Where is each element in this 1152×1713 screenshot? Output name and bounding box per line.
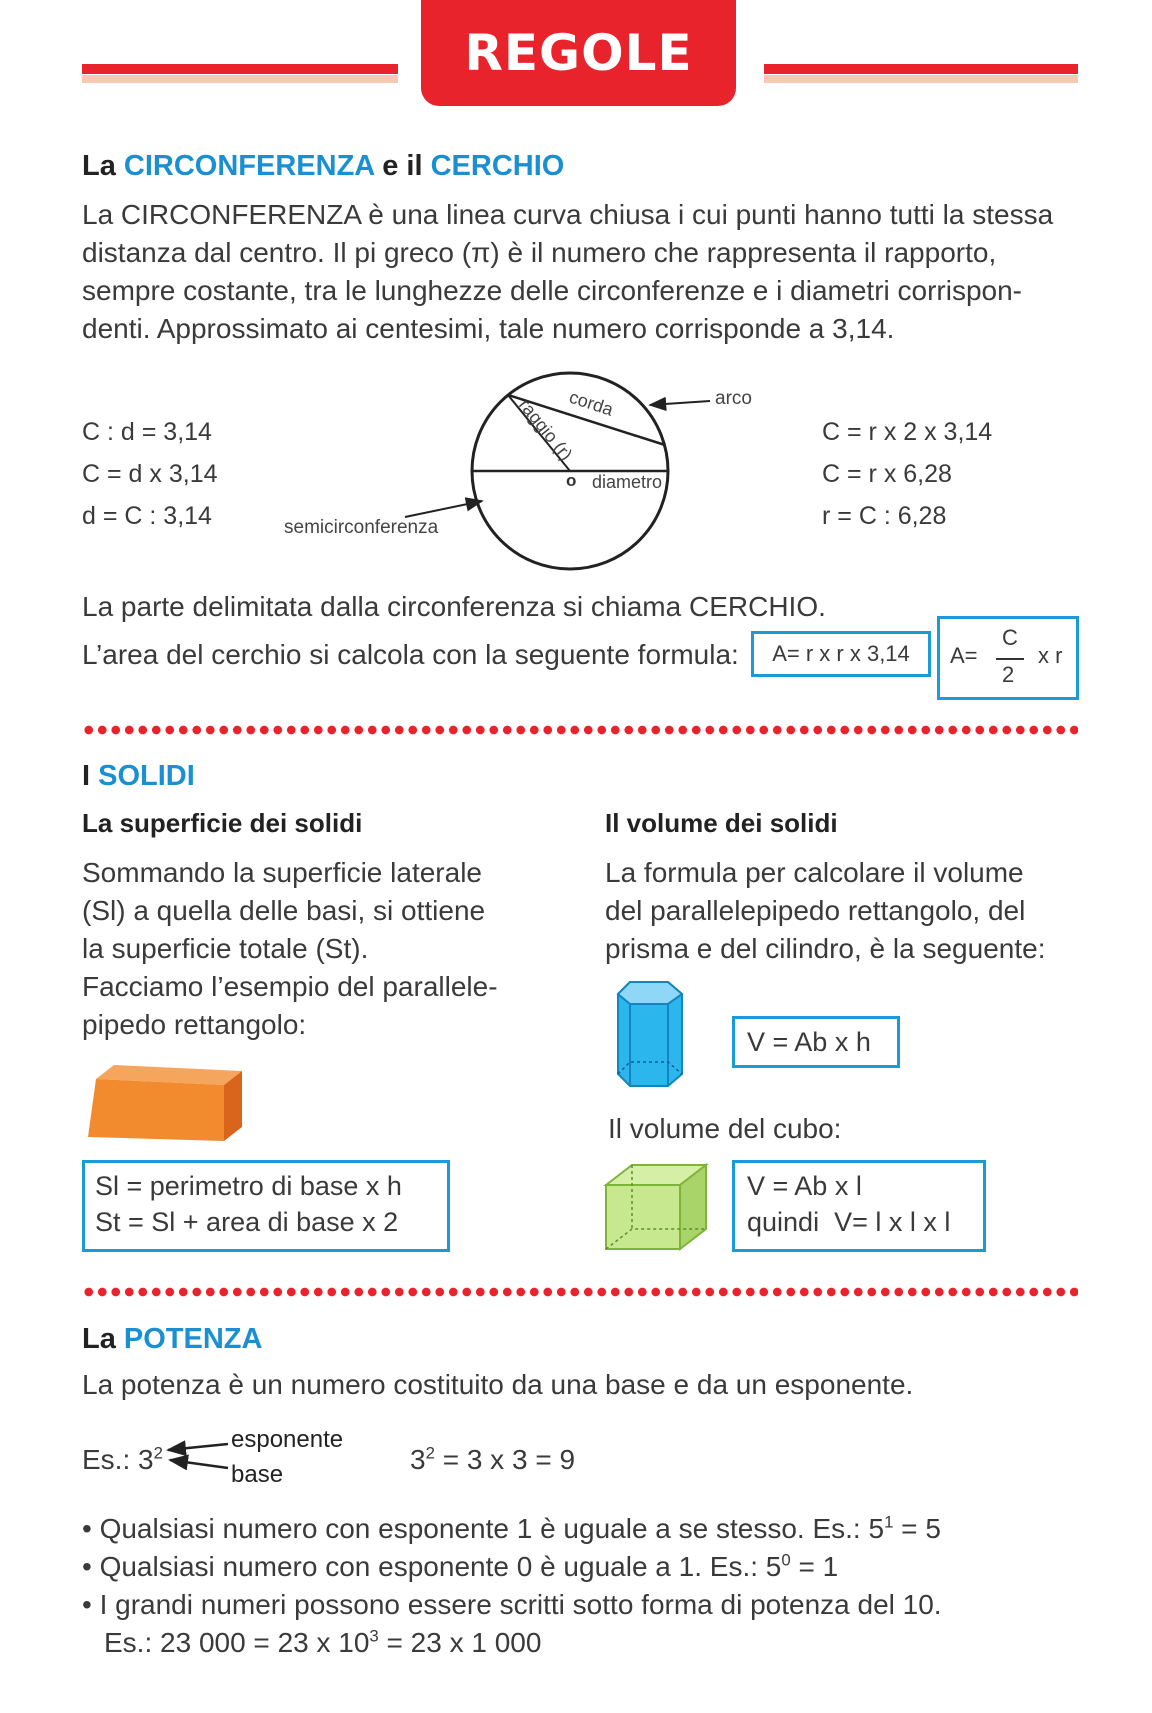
label-centro: o [566, 471, 577, 490]
fraction-bar [996, 658, 1024, 660]
area-formula-1: A= r x r x 3,14 [772, 641, 910, 666]
heading-keyword: CIRCONFERENZA [123, 150, 375, 182]
label-esponente: esponente [231, 1426, 344, 1453]
header-rule-right-pink [764, 75, 1078, 83]
list-item [82, 1548, 942, 1586]
bullet-text: • Qualsiasi numero con esponente 1 è uguale a se stesso. Es.: 5 [82, 1513, 885, 1544]
paragraph-line: La formula per calcolare il volume [605, 857, 1024, 888]
solids-heading [82, 760, 195, 793]
formula-line: r = C : 6,28 [822, 502, 947, 530]
bullet-sup: 1 [884, 1512, 894, 1532]
paragraph-line: Facciamo l’esempio del parallele- [82, 971, 498, 1002]
heading-keyword: SOLIDI [98, 760, 195, 792]
calc-exponent: 2 [425, 1443, 435, 1463]
heading-text: I [82, 760, 99, 792]
heading-keyword: CERCHIO [430, 150, 565, 182]
paragraph-line: la superficie totale (St). [82, 933, 369, 964]
volume-formula: V = Ab x h [747, 1027, 871, 1057]
surface-title: La superficie dei solidi [82, 808, 363, 838]
paragraph-line: distanza dal centro. Il pi greco (π) è il numero che rappresenta il rapporto, [82, 237, 997, 268]
paragraph-line: La CIRCONFERENZA è una linea curva chiusa i cui punti hanno tutti la stessa [82, 199, 1054, 230]
formula-line: quindi V= l x l x l [747, 1207, 951, 1237]
label-raggio: raggio (r) [514, 394, 577, 465]
cube-label: Il volume del cubo: [608, 1113, 842, 1144]
paragraph-line: pipedo rettangolo: [82, 1009, 307, 1040]
heading-text: e il [374, 150, 431, 182]
left-formulas [82, 411, 218, 537]
circle-diagram [270, 365, 730, 575]
header-rule-right-red [764, 64, 1078, 74]
cube-illustration [602, 1163, 710, 1253]
paragraph-line: Sommando la superficie laterale [82, 857, 482, 888]
fraction-numerator: C [1002, 625, 1018, 650]
power-heading [82, 1323, 262, 1356]
example-sup: 3 [369, 1626, 379, 1646]
area-formula-2-prefix: A= [950, 643, 978, 668]
paragraph-line: (Sl) a quella delle basi, si ottiene [82, 895, 486, 926]
header-rule-left-pink [82, 75, 398, 83]
power-calc [410, 1441, 575, 1479]
area-formula-box-2 [937, 616, 1079, 700]
bullet-sup: 0 [781, 1550, 791, 1570]
power-intro: La potenza è un numero costituito da una base e da un esponente. [82, 1369, 914, 1400]
formula-line: Sl = perimetro di base x h [95, 1171, 402, 1201]
calc-rest: = 3 x 3 = 9 [434, 1444, 576, 1475]
list-item-continuation [82, 1624, 942, 1662]
circle-heading [82, 150, 564, 183]
formula-line: V = Ab x l [747, 1171, 862, 1201]
dotted-divider [82, 1287, 1078, 1297]
bullet-after: = 1 [790, 1551, 839, 1582]
volume-title: Il volume dei solidi [605, 808, 838, 838]
example-exponent: 2 [153, 1443, 163, 1463]
calc-base: 3 [410, 1444, 426, 1475]
formula-line: C : d = 3,14 [82, 418, 212, 446]
formula-line: St = Sl + area di base x 2 [95, 1207, 399, 1237]
list-item [82, 1586, 942, 1624]
semicircle-arrow [405, 501, 482, 517]
label-corda: corda [566, 386, 616, 420]
area-line: L’area del cerchio si calcola con la seguente formula: [82, 639, 739, 670]
power-example [82, 1441, 163, 1479]
label-base: base [231, 1461, 284, 1488]
surface-paragraph [82, 854, 498, 1044]
label-semicirconferenza: semicirconferenza [284, 517, 439, 538]
volume-paragraph [605, 854, 1045, 968]
example-text: Es.: 23 000 = 23 x 10 [104, 1627, 370, 1658]
arc-arrow [650, 401, 710, 405]
fraction-denominator: 2 [1002, 662, 1015, 687]
bullet-after: = 5 [893, 1513, 941, 1544]
surface-formula-box [82, 1160, 450, 1252]
volume-formula-box [732, 1016, 900, 1068]
formula-line: C = r x 2 x 3,14 [822, 418, 993, 446]
circle-paragraph [82, 196, 1092, 348]
cerchio-line: La parte delimitata dalla circonferenza si chiama CERCHIO. [82, 591, 826, 622]
example-prefix: Es.: 3 [82, 1444, 154, 1475]
heading-text: La [82, 1323, 124, 1355]
area-formula-box-1 [751, 631, 931, 677]
example-after: = 23 x 1 000 [378, 1627, 542, 1658]
header-rule-left-red [82, 64, 398, 74]
dotted-divider [82, 725, 1078, 735]
formula-line: C = d x 3,14 [82, 460, 218, 488]
power-arrows [160, 1436, 240, 1476]
paragraph-line: sempre costante, tra le lunghezze delle circonferenze e i diametri corrispon- [82, 275, 1023, 306]
page-title: REGOLE [464, 24, 693, 82]
heading-text: La [82, 150, 124, 182]
label-diametro: diametro [592, 472, 663, 492]
paragraph-line: denti. Approssimato ai centesimi, tale numero corrisponde a 3,14. [82, 313, 895, 344]
prism-illustration [610, 978, 696, 1088]
parallelepiped-illustration [86, 1063, 246, 1143]
area-formula-2-suffix: x r [1038, 643, 1063, 668]
right-formulas [822, 411, 992, 537]
bullet-text: • Qualsiasi numero con esponente 0 è uguale a 1. Es.: 5 [82, 1551, 782, 1582]
paragraph-line: prisma e del cilindro, è la seguente: [605, 933, 1046, 964]
paragraph-line: del parallelepipedo rettangolo, del [605, 895, 1026, 926]
formula-line: d = C : 3,14 [82, 502, 212, 530]
cube-formula-box [732, 1160, 986, 1252]
power-bullets [82, 1510, 942, 1662]
heading-keyword: POTENZA [123, 1323, 263, 1355]
formula-line: C = r x 6,28 [822, 460, 952, 488]
list-item [82, 1510, 942, 1548]
label-arco: arco [715, 388, 752, 409]
header-badge [421, 0, 736, 106]
bullet-text: • I grandi numeri possono essere scritti sotto forma di potenza del 10. [82, 1589, 942, 1620]
